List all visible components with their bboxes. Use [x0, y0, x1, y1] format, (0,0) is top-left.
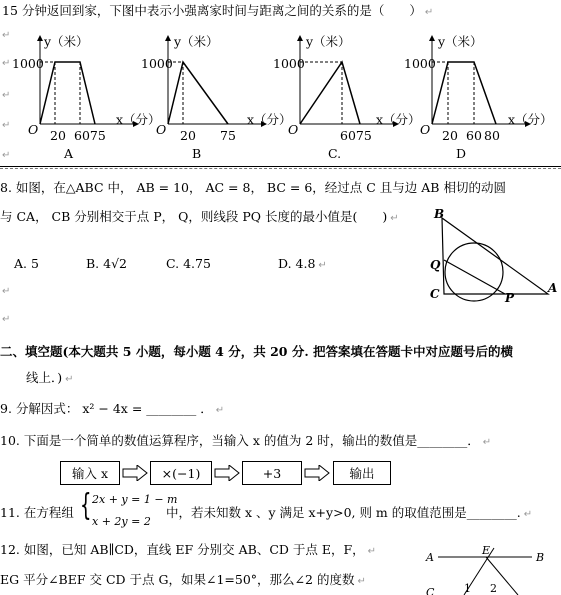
q7-stem: 15 分钟返回到家，下图中表示小强离家时间与距离之间的关系的是（ ） ↵ [2, 3, 434, 18]
q8-option-a: A. 5 [14, 256, 39, 271]
q10-text: 10. 下面是一个简单的数值运算程序，当输入 x 的值为 2 时，输出的数值是________． ↵ [0, 433, 492, 448]
q12-angle-1: 1 [464, 582, 471, 595]
graph-c-ytick: 1000 [273, 56, 305, 71]
q8-option-d: D. 4.8 ↵ [278, 256, 327, 271]
graph-d-xtick: 80 [484, 128, 500, 143]
section2-heading: 二、填空题(本大题共 5 小题，每小题 4 分，共 20 分. 把答案填在答题卡中对应题号后的横 [0, 344, 514, 359]
q8-option-b: B. 4√2 [86, 256, 128, 271]
flow-add-box: +3 [242, 461, 302, 485]
graph-d-letter: D [456, 146, 467, 161]
q8-triangle-figure [424, 206, 561, 312]
flow-arrow-icon [214, 465, 240, 481]
graph-c-xlabel: x（分） [376, 112, 421, 127]
q12-parallel-lines-figure [420, 544, 561, 595]
q11-prefix: 11. 在方程组 [0, 505, 74, 520]
graph-d-origin: O [420, 122, 431, 137]
graph-b-origin: O [156, 122, 167, 137]
q8-line1: 8. 如图，在△ABC 中， AB = 10， AC = 8， BC = 6，经过点 C 且与边 AB 相切的动圆 [0, 180, 506, 195]
graph-b-xlabel: x（分） [247, 112, 292, 127]
page-separator [0, 166, 561, 167]
q11-suffix: 中，若未知数 x 、y 满足 x+y>0, 则 m 的取值范围是________. ↵ [166, 505, 533, 520]
q8-option-c: C. 4.75 [166, 256, 211, 271]
q8-label-a: A [548, 281, 558, 295]
brace-icon: { [80, 488, 92, 523]
graph-a-xtick: 20 [50, 128, 66, 143]
graph-a-xlabel: x（分） [116, 112, 161, 127]
q11-eq2: x + 2y = 2 [92, 515, 151, 528]
graph-d-xtick: 60 [466, 128, 482, 143]
q11-eq1: 2x + y = 1 − m [92, 493, 178, 506]
graph-c-ylabel: y（米） [306, 34, 351, 49]
graph-b-letter: B [192, 146, 202, 161]
graph-a-ytick: 1000 [12, 56, 44, 71]
section2-heading-cont: 线上．) ↵ [26, 370, 74, 385]
q12-line1: 12. 如图，已知 AB∥CD，直线 EF 分别交 AB、CD 于点 E，F， ↵ [0, 542, 377, 557]
graph-b-ylabel: y（米） [174, 34, 219, 49]
q12-label-b: B [536, 551, 545, 564]
graph-c-origin: O [288, 122, 299, 137]
q8-label-c: C [430, 287, 440, 301]
q12-line2: EG 平分∠BEF 交 CD 于点 G，如果∠1=50°，那么∠2 的度数 ↵ [0, 572, 366, 587]
graph-b-xtick: 75 [220, 128, 236, 143]
q8-line2: 与 CA， CB 分别相交于点 P， Q，则线段 PQ 长度的最小值是( ) ↵ [0, 209, 399, 224]
graph-a-origin: O [28, 122, 39, 137]
paragraph-mark: ↵ [2, 286, 11, 297]
graph-d-xlabel: x（分） [508, 112, 553, 127]
graph-d-xtick: 20 [442, 128, 458, 143]
flow-arrow-icon [122, 465, 148, 481]
q12-label-a: A [426, 551, 434, 564]
graph-b-ytick: 1000 [141, 56, 173, 71]
paragraph-mark: ↵ [2, 120, 11, 131]
graph-b-xtick: 20 [180, 128, 196, 143]
graph-d-ylabel: y（米） [438, 34, 483, 49]
paragraph-mark: ↵ [2, 150, 11, 161]
flow-input-box: 输入 x [60, 461, 120, 485]
flow-output-box: 输出 [333, 461, 391, 485]
page-separator [0, 168, 561, 169]
flow-arrow-icon [304, 465, 330, 481]
graph-a-ylabel: y（米） [44, 34, 89, 49]
graph-c-letter: C. [328, 146, 342, 161]
q8-label-q: Q [430, 258, 441, 272]
q9-text: 9. 分解因式： x² − 4x = ________ ． ↵ [0, 401, 225, 416]
paragraph-mark: ↵ [2, 58, 11, 69]
paragraph-mark: ↵ [2, 90, 11, 101]
q12-angle-2: 2 [490, 582, 497, 595]
paragraph-mark: ↵ [2, 30, 11, 41]
graph-d-ytick: 1000 [404, 56, 436, 71]
graph-a-xtick: 6075 [74, 128, 106, 143]
graph-c-xtick: 6075 [340, 128, 372, 143]
q12-label-e: E [482, 544, 491, 557]
flow-multiply-box: ×(−1) [150, 461, 212, 485]
q8-label-p: P [505, 291, 515, 305]
graph-a-letter: A [64, 146, 74, 161]
q8-label-b: B [434, 207, 445, 221]
q12-label-c: C [426, 586, 435, 595]
paragraph-mark: ↵ [2, 314, 11, 325]
